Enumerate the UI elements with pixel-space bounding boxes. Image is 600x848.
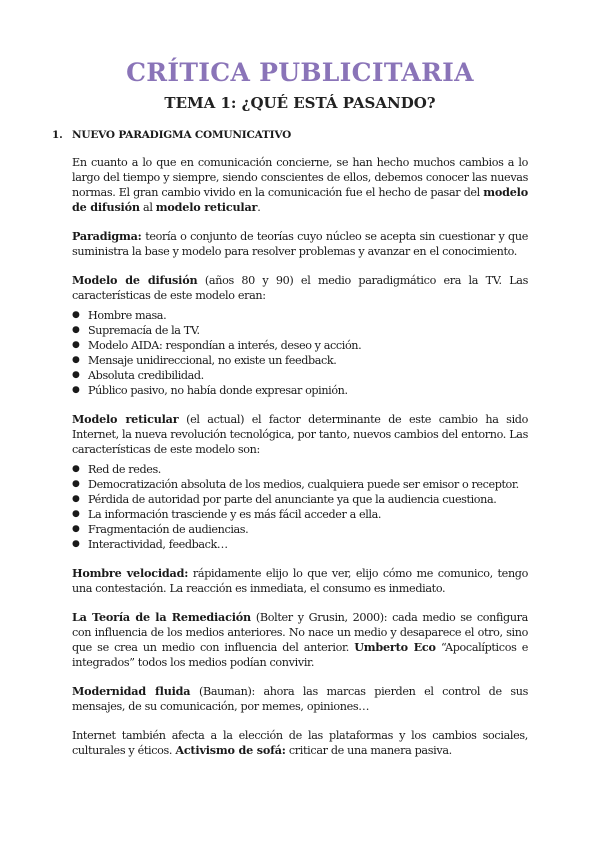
document-title: CRÍTICA PUBLICITARIA bbox=[126, 58, 474, 87]
difusion-paragraph bbox=[72, 273, 528, 303]
intro-text-connector: al bbox=[139, 201, 156, 214]
intro-text: En cuanto a lo que en comunicación concierne, se han hecho muchos cambios a lo largo del tiempo y siempre, siendo conscientes de ellos, debemos conocer las nuevas normas. El gran cambio vivido en la comunicación fue el hecho de pasar del bbox=[72, 156, 528, 199]
list-item-text: Supremacía de la TV. bbox=[88, 324, 200, 337]
list-item-text: La información trasciende y es más fácil acceder a ella. bbox=[88, 508, 382, 521]
list-item-text: Pérdida de autoridad por parte del anunciante ya que la audiencia cuestiona. bbox=[88, 493, 497, 506]
list-item bbox=[72, 323, 528, 338]
bullet-icon: ● bbox=[72, 310, 80, 320]
intro-paragraph bbox=[72, 155, 528, 215]
list-item-text: Red de redes. bbox=[88, 463, 161, 476]
list-item bbox=[72, 338, 528, 353]
list-item bbox=[72, 368, 528, 383]
list-item bbox=[72, 537, 528, 552]
remediacion-text-end: “Apocalípticos e integrados” todos los medios podían convivir. bbox=[72, 641, 529, 669]
internet-text-end: criticar de una manera pasiva. bbox=[285, 744, 452, 757]
list-item bbox=[72, 308, 528, 323]
reticular-list bbox=[72, 462, 528, 552]
reticular-term: Modelo reticular bbox=[72, 412, 179, 426]
document-subtitle: TEMA 1: ¿QUÉ ESTÁ PASANDO? bbox=[164, 94, 436, 112]
umberto-eco-term: Umberto Eco bbox=[354, 640, 436, 654]
section-number: 1. bbox=[52, 129, 63, 141]
list-item-text: Modelo AIDA: respondían a interés, deseo y acción. bbox=[88, 339, 362, 352]
paradigma-term: Paradigma: bbox=[72, 229, 142, 243]
list-item bbox=[72, 507, 528, 522]
list-item-text: Absoluta credibilidad. bbox=[88, 369, 204, 382]
paradigma-text: teoría o conjunto de teorías cuyo núcleo se acepta sin cuestionar y que suministra la base y modelo para resolver problemas y avanzar en el conocimiento. bbox=[72, 230, 528, 258]
intro-term-reticular: modelo reticular bbox=[155, 200, 258, 214]
paradigma-paragraph bbox=[72, 229, 528, 259]
bullet-icon: ● bbox=[72, 479, 80, 489]
list-item-text: Democratización absoluta de los medios, cualquiera puede ser emisor o receptor. bbox=[88, 478, 519, 491]
bullet-icon: ● bbox=[72, 355, 80, 365]
list-item bbox=[72, 492, 528, 507]
difusion-list bbox=[72, 308, 528, 398]
activismo-term: Activismo de sofá: bbox=[175, 743, 286, 757]
modernidad-term: Modernidad fluida bbox=[72, 684, 191, 698]
list-item bbox=[72, 522, 528, 537]
difusion-text: (años 80 y 90) el medio paradigmático era la TV. Las características de este modelo eran: bbox=[72, 274, 528, 302]
bullet-icon: ● bbox=[72, 340, 80, 350]
remediacion-text: (Bolter y Grusin, 2000): cada medio se configura con influencia de los medios anteriores. No nace un medio y desaparece el otro, sino que se crea un medio con influencia del anterior. bbox=[72, 611, 528, 654]
internet-paragraph bbox=[72, 728, 528, 758]
velocidad-term: Hombre velocidad: bbox=[72, 566, 189, 580]
modernidad-text: (Bauman): ahora las marcas pierden el control de sus mensajes, de su comunicación, por memes, opiniones… bbox=[72, 685, 528, 713]
bullet-icon: ● bbox=[72, 325, 80, 335]
reticular-text: (el actual) el factor determinante de este cambio ha sido Internet, la nueva revolución tecnológica, por tanto, nuevos cambios del entorno. Las características de este modelo son: bbox=[72, 413, 528, 456]
list-item bbox=[72, 462, 528, 477]
list-item-text: Público pasivo, no había donde expresar opinión. bbox=[88, 384, 348, 397]
velocidad-text: rápidamente elijo lo que ver, elijo cómo me comunico, tengo una contestación. La reacción es inmediata, el consumo es inmediato. bbox=[72, 567, 528, 595]
remediacion-paragraph bbox=[72, 610, 528, 670]
list-item-text: Hombre masa. bbox=[88, 309, 167, 322]
bullet-icon: ● bbox=[72, 494, 80, 504]
section-heading bbox=[52, 128, 528, 143]
list-item bbox=[72, 383, 528, 398]
list-item-text: Fragmentación de audiencias. bbox=[88, 523, 249, 536]
bullet-icon: ● bbox=[72, 539, 80, 549]
list-item-text: Interactividad, feedback… bbox=[88, 538, 228, 551]
bullet-icon: ● bbox=[72, 464, 80, 474]
list-item bbox=[72, 353, 528, 368]
remediacion-term: La Teoría de la Remediación bbox=[72, 610, 251, 624]
internet-text: Internet también afecta a la elección de las plataformas y los cambios sociales, culturales y éticos. bbox=[72, 729, 528, 757]
reticular-paragraph bbox=[72, 412, 528, 457]
section-title: NUEVO PARADIGMA COMUNICATIVO bbox=[72, 129, 292, 141]
intro-term-difusion: modelo de difusión bbox=[72, 185, 528, 214]
bullet-icon: ● bbox=[72, 509, 80, 519]
list-item bbox=[72, 477, 528, 492]
bullet-icon: ● bbox=[72, 524, 80, 534]
document-body bbox=[52, 128, 528, 772]
modernidad-paragraph bbox=[72, 684, 528, 714]
list-item-text: Mensaje unidireccional, no existe un feedback. bbox=[88, 354, 337, 367]
velocidad-paragraph bbox=[72, 566, 528, 596]
difusion-term: Modelo de difusión bbox=[72, 273, 198, 287]
bullet-icon: ● bbox=[72, 385, 80, 395]
bullet-icon: ● bbox=[72, 370, 80, 380]
intro-text-end: . bbox=[257, 201, 261, 214]
